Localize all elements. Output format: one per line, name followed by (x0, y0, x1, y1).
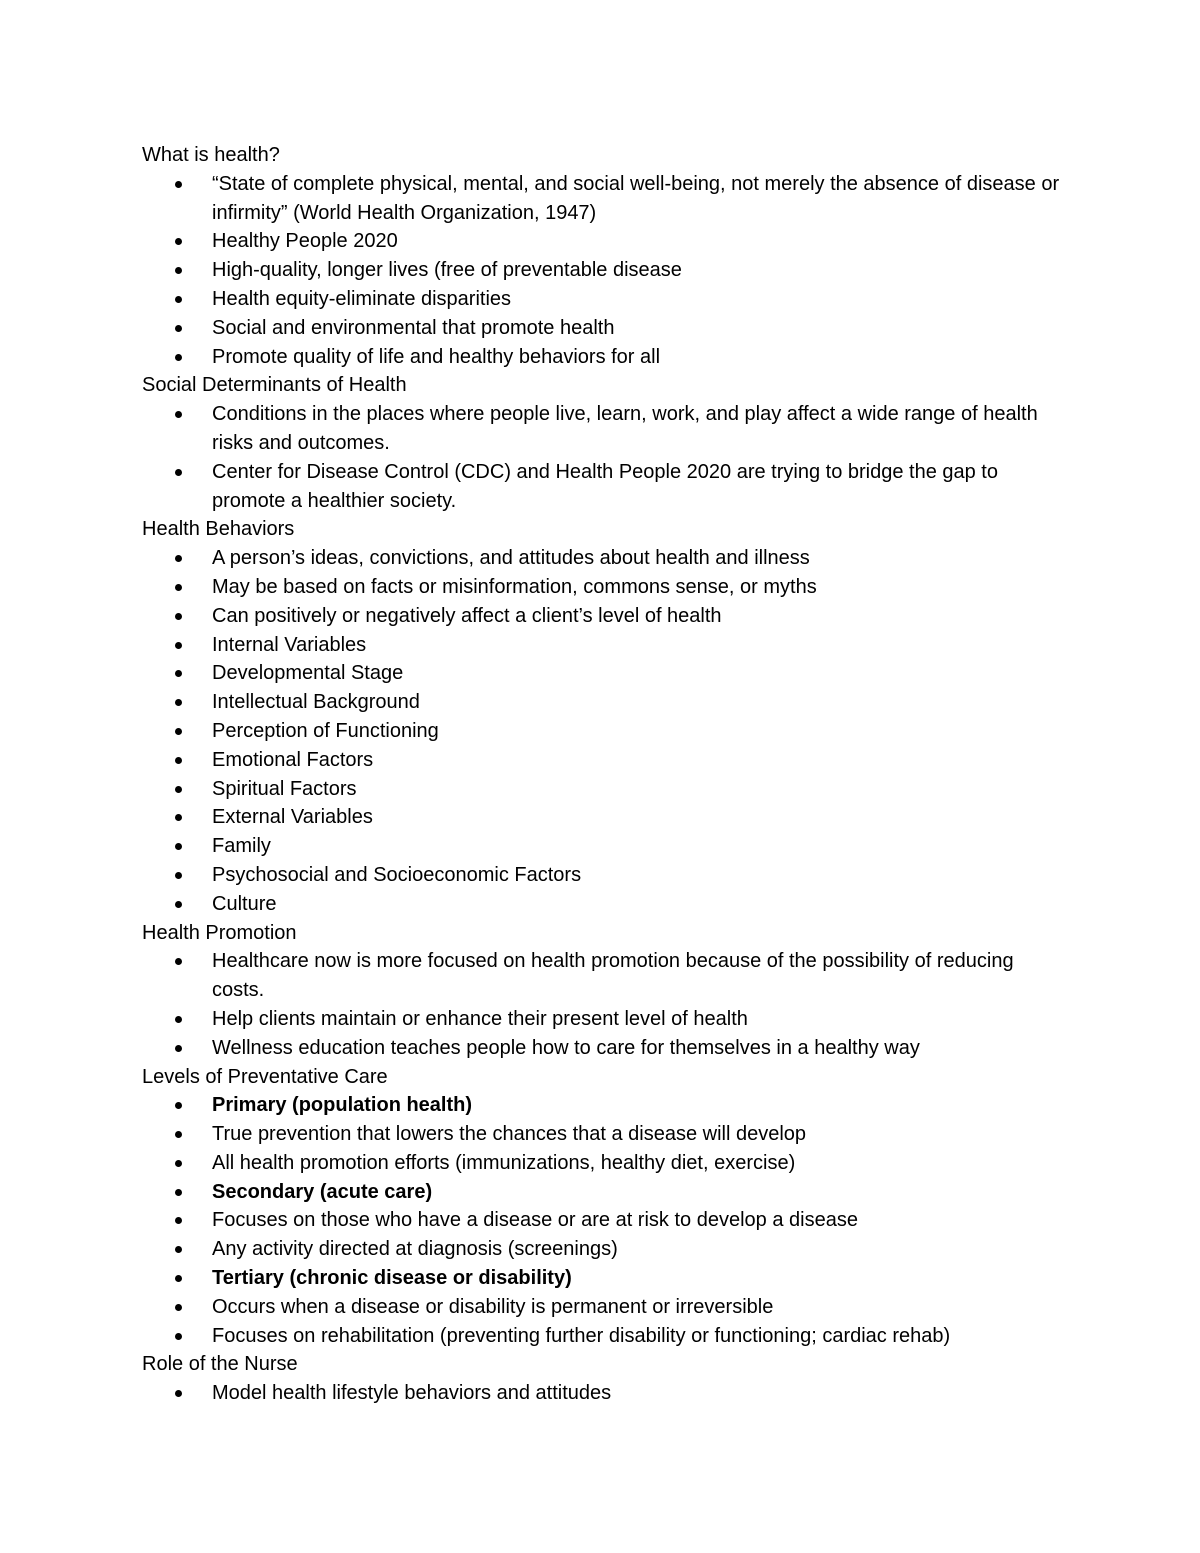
bullet-list (142, 947, 1080, 1062)
section-health-behaviors (142, 515, 1080, 918)
bullet-item: Internal Variables (142, 631, 1062, 660)
bullet-item: Focuses on rehabilitation (preventing further disability or functioning; cardiac rehab) (142, 1322, 1062, 1351)
bullet-item: Occurs when a disease or disability is permanent or irreversible (142, 1293, 1062, 1322)
bullet-item: Model health lifestyle behaviors and attitudes (142, 1379, 1062, 1408)
bullet-item: Promote quality of life and healthy behaviors for all (142, 343, 1062, 372)
bullet-item: External Variables (142, 803, 1062, 832)
bullet-item: Social and environmental that promote health (142, 314, 1062, 343)
bullet-item: Focuses on those who have a disease or are at risk to develop a disease (142, 1206, 1062, 1235)
section-role-of-the-nurse (142, 1350, 1080, 1408)
bullet-item-primary: Primary (population health) (142, 1091, 1062, 1120)
bullet-item-tertiary: Tertiary (chronic disease or disability) (142, 1264, 1062, 1293)
bullet-item: Emotional Factors (142, 746, 1062, 775)
bullet-item: Intellectual Background (142, 688, 1062, 717)
bullet-item-secondary: Secondary (acute care) (142, 1178, 1062, 1207)
bullet-item: Healthcare now is more focused on health promotion because of the possibility of reducing costs. (142, 947, 1062, 1005)
section-heading: Role of the Nurse (142, 1353, 298, 1376)
section-social-determinants (142, 371, 1080, 515)
bullet-item: Center for Disease Control (CDC) and Health People 2020 are trying to bridge the gap to promote a healthier society. (142, 458, 1062, 516)
bullet-item: Psychosocial and Socioeconomic Factors (142, 861, 1062, 890)
bullet-list (142, 1379, 1080, 1408)
bullet-list (142, 544, 1080, 918)
bullet-item: True prevention that lowers the chances that a disease will develop (142, 1120, 1062, 1149)
bullet-item: May be based on facts or misinformation, commons sense, or myths (142, 573, 1062, 602)
bullet-item: Health equity-eliminate disparities (142, 285, 1062, 314)
bullet-item: Any activity directed at diagnosis (screenings) (142, 1235, 1062, 1264)
section-heading: Health Promotion (142, 921, 297, 944)
bullet-item: A person’s ideas, convictions, and attitudes about health and illness (142, 544, 1062, 573)
bullet-item: Family (142, 832, 1062, 861)
bullet-item: Conditions in the places where people live, learn, work, and play affect a wide range of health risks and outcomes. (142, 400, 1062, 458)
section-heading: Levels of Preventative Care (142, 1065, 388, 1088)
section-heading: What is health? (142, 144, 280, 166)
bullet-item: Developmental Stage (142, 659, 1062, 688)
bullet-item: Wellness education teaches people how to care for themselves in a healthy way (142, 1034, 1062, 1063)
bullet-list (142, 1091, 1080, 1350)
section-health-promotion (142, 919, 1080, 1063)
bullet-item: All health promotion efforts (immunizations, healthy diet, exercise) (142, 1149, 1062, 1178)
bullet-item: Help clients maintain or enhance their present level of health (142, 1005, 1062, 1034)
bullet-list (142, 170, 1080, 372)
bullet-item: “State of complete physical, mental, and social well-being, not merely the absence of disease or infirmity” (World Health Organization, 1947) (142, 170, 1062, 228)
section-levels-of-preventative-care (142, 1063, 1080, 1351)
bullet-item: Spiritual Factors (142, 775, 1062, 804)
bullet-item: Healthy People 2020 (142, 227, 1062, 256)
section-heading: Social Determinants of Health (142, 374, 407, 397)
section-heading: Health Behaviors (142, 518, 295, 541)
section-what-is-health (142, 141, 1080, 371)
bullet-list (142, 400, 1080, 515)
bullet-item: High-quality, longer lives (free of preventable disease (142, 256, 1062, 285)
bullet-item: Culture (142, 890, 1062, 919)
bullet-item: Perception of Functioning (142, 717, 1062, 746)
bullet-item: Can positively or negatively affect a client’s level of health (142, 602, 1062, 631)
